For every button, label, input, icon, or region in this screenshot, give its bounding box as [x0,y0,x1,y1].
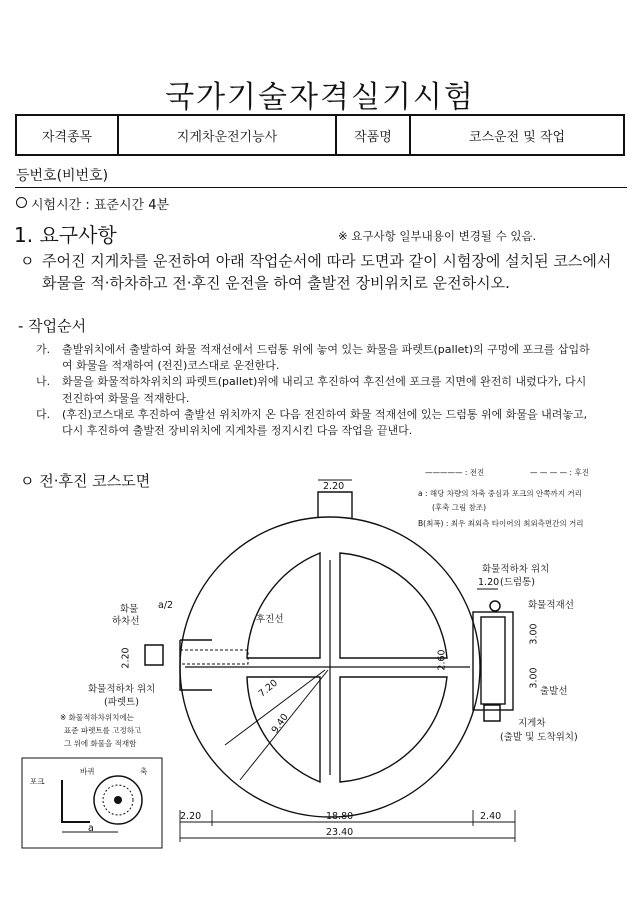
dim-total: 23.40 [326,827,354,838]
section2-title: ㅇ 전·후진 코스도면 [20,472,151,490]
pallet-box [145,645,163,665]
forklift-icon [484,705,500,721]
fork-icon [62,780,90,822]
dim-load-h1: 3.00 [528,623,540,645]
step-label: 다. [36,407,51,421]
label-back-line: 후진선 [256,614,284,625]
section1-title: 1. 요구사항 [14,223,117,247]
step-label: 나. [36,375,51,389]
legend-note-b: B(최폭) : 최우 최외측 타이어의 최외측면간의 거리 [418,519,584,528]
axle-icon [114,796,122,804]
label-fork: 포크 [30,777,45,786]
notice: ※ 요구사항 일부내용이 변경될 수 있음. [338,229,537,243]
load-zone [481,617,505,704]
dim-radius-in: 7.20 [256,677,280,700]
back-line-box [180,650,248,664]
top-lane [318,492,352,518]
label-forklift: 지게차 [518,718,546,729]
label-note-2: 표준 파렛트를 고정하고 [64,726,142,735]
page-title: 국가기술자격실기시험 [165,80,475,115]
dim-a-half: a/2 [158,600,174,611]
dim-bottom-mid: 18.80 [326,811,354,822]
label-forklift-pos: (출발 및 도착위치) [500,732,578,743]
dim-load-h2: 3.00 [528,667,540,689]
dim-top-width: 2.20 [323,481,345,492]
exam-time-text: 시험시간 : 표준시간 4분 [31,198,170,213]
label-pallet-pos-2: (파렛트) [104,697,139,708]
legend-backward: — — — — : 후진 [530,468,589,477]
legend-note-a2: (후축 그림 참조) [432,503,487,512]
label-note-1: ※ 화물적하차위치에는 [60,713,134,722]
qual-type-value: 지게차운전기능사 [118,115,336,155]
label-start-line: 출발선 [540,686,568,697]
procedure-title: - 작업순서 [18,317,87,335]
dim-bottom-right: 2.40 [480,811,502,822]
quadrant-top-left [247,553,320,658]
label-load-line: 화물적재선 [528,600,574,611]
left-lane [180,640,212,690]
registration-number: 등번호(비번호) [16,168,109,184]
label-wheel: 바퀴 [80,767,95,776]
dim-left-h: 2.20 [120,647,132,669]
quadrant-top-right [340,553,447,658]
step-text: (후진)코스대로 후진하여 출발선 위치까지 온 다음 전진하여 화물 적재선에 있는 드럼통 위에 화물을 내려놓고, 다시 후진하여 출발전 장비위치에 지게차를 정지시킨 다음 작업을 끝낸다. [62,407,588,438]
label-drum: (드럼통) [500,577,535,588]
step-text: 출발위치에서 출발하여 화물 적재선에서 드럼통 위에 놓여 있는 화물을 파렛트(pallet)의 구멍에 포크를 삽입하여 화물을 적재하여 (전진)코스대로 운전한다. [62,343,590,373]
right-lane [473,612,513,710]
quadrant-bottom-right [340,677,447,782]
intro-bullet: ㅇ [20,252,35,270]
dim-bottom-left: 2.20 [180,811,202,822]
label-axle: 축 [140,767,148,776]
label-unload-1: 화물 [120,604,139,615]
work-label: 작품명 [336,115,410,155]
label-unload-2: 하차선 [112,616,140,627]
label-pallet-pos-1: 화물적하차 위치 [88,684,156,695]
drum-icon [490,601,500,611]
legend-note-a: a : 해당 차량의 차축 중심과 포크의 안쪽까지 거리 [418,489,582,498]
label-note-3: 그 위에 화물을 적재함 [64,739,137,748]
step-label: 가. [36,343,51,356]
qual-type-label: 자격종목 [16,115,118,155]
dim-right-w: 1.20 [478,577,500,588]
dim-mid-h: 2.60 [436,649,448,671]
intro-text: 주어진 지게차를 운전하여 아래 작업순서에 따라 도면과 같이 시험장에 설치된 코스에서 화물을 적·하차하고 전·후진 운전을 하여 출발전 장비위치로 운전하시오. [42,252,612,292]
dim-radius-out: 9.40 [269,711,291,736]
legend-forward: ————— : 전진 [425,468,485,477]
step-text: 화물을 화물적하차위치의 파렛트(pallet)위에 내리고 후진하여 후진선에 포크를 지면에 완전히 내렸다가, 다시 전진하여 화물을 적재한다. [62,375,587,405]
label-drum-pos: 화물적하차 위치 [482,564,550,575]
dim-a: a [88,823,94,834]
work-value: 코스운전 및 작업 [410,115,624,155]
